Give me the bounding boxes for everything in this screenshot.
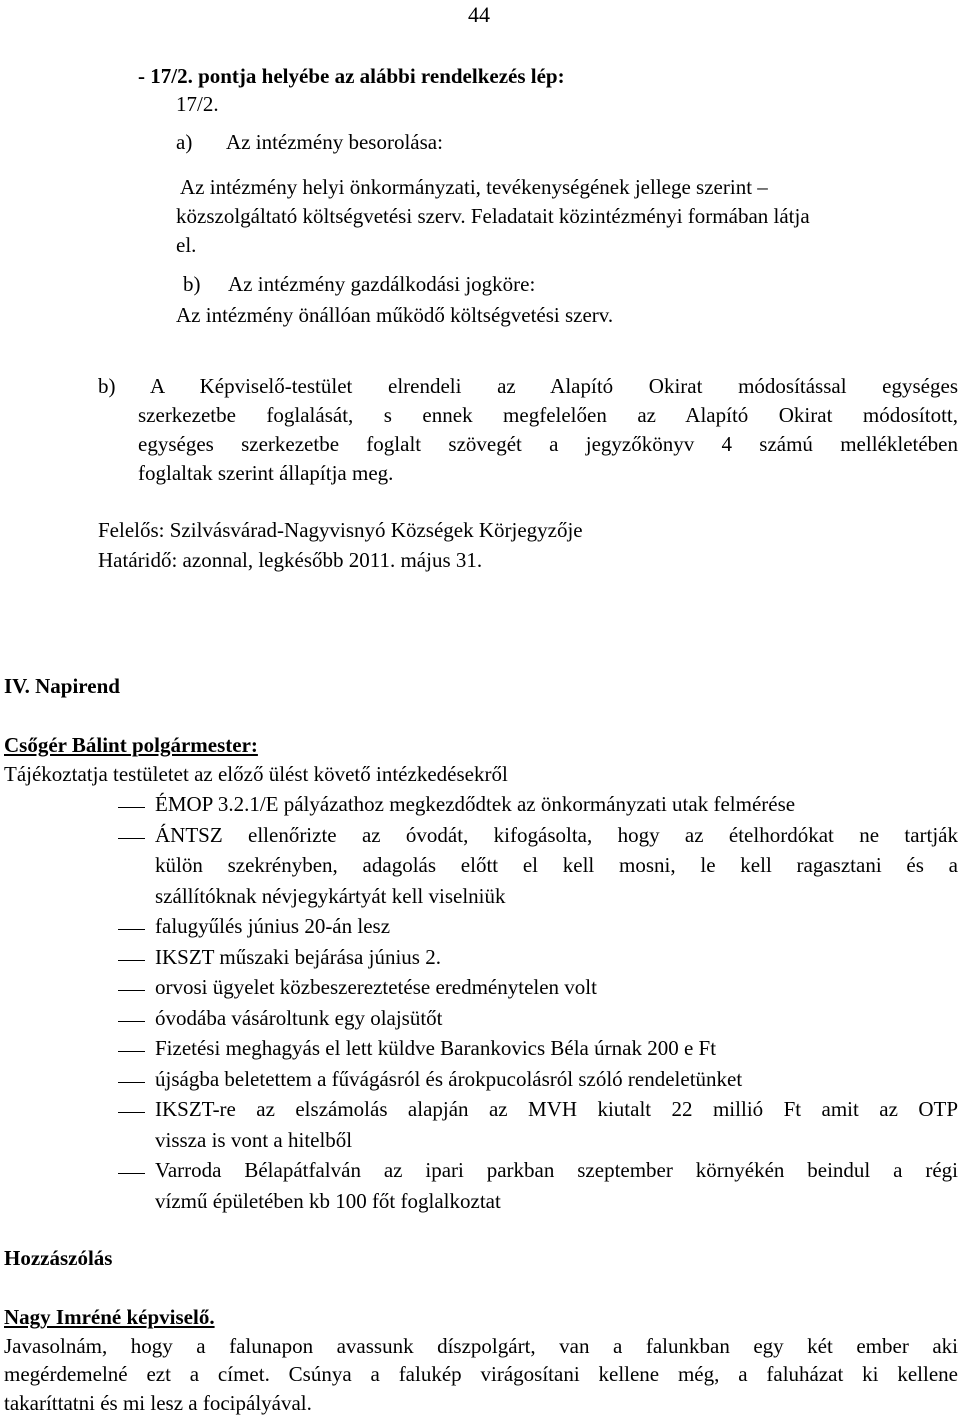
resolution-line: egységes szerkezetbe foglalt szövegét a jegyzőkönyv 4 számú mellékletében — [138, 432, 958, 456]
comment-line: megérdemelné ezt a címet. Csúnya a falukép virágosítani kellene még, a faluházat ki kellene — [4, 1362, 958, 1386]
amendment-point: 17/2. — [176, 92, 219, 116]
amendment-header: - 17/2. pontja helyébe az alábbi rendelkezés lép: — [138, 64, 565, 88]
section-b-title: Az intézmény gazdálkodási jogköre: — [228, 272, 536, 296]
agenda-item-line: Fizetési meghagyás el lett küldve Barankovics Béla úrnak 200 e Ft — [155, 1036, 717, 1060]
section-a-label: a) — [176, 130, 193, 154]
resolution-line: foglaltak szerint állapítja meg. — [138, 461, 394, 485]
section-b-text: Az intézmény önállóan működő költségvetési szerv. — [176, 303, 614, 327]
resolution-line: szerkezetbe foglalását, s ennek megfelelően az Alapító Okirat módosított, — [138, 403, 958, 427]
commenter-name: Nagy Imréné képviselő. — [4, 1305, 215, 1329]
dash-bullet-icon — [118, 1112, 145, 1113]
agenda-item-line: vissza is vont a hitelből — [155, 1127, 353, 1152]
agenda-item-line: Varroda Bélapátfalván az ipari parkban szeptember környékén beindul a régi — [155, 1158, 958, 1182]
comment-line: takaríttatni és mi lesz a focipályával. — [4, 1391, 312, 1415]
agenda-item-line: IKSZT-re az elszámolás alapján az MVH kiutalt 22 millió Ft amit az OTP — [155, 1097, 958, 1121]
agenda-item-line: ÉMOP 3.2.1/E pályázathoz megkezdődtek az önkormányzati utak felmérése — [155, 792, 796, 816]
dash-bullet-icon — [118, 1051, 145, 1052]
responsible-line: Felelős: Szilvásvárad-Nagyvisnyó Községek Körjegyzője — [98, 518, 583, 542]
dash-bullet-icon — [118, 1021, 145, 1022]
resolution-line: b) A Képviselő-testület elrendeli az Alapító Okirat módosítással egységes — [98, 374, 958, 398]
agenda-item-line: óvodába vásároltunk egy olajsütőt — [155, 1005, 443, 1030]
agenda-item-line: vízmű épületében kb 100 főt foglalkoztat — [155, 1188, 501, 1213]
page-number: 44 — [468, 2, 490, 27]
speaker-name: Csőgér Bálint polgármester: — [4, 733, 258, 757]
dash-bullet-icon — [118, 990, 145, 991]
dash-bullet-icon — [118, 838, 145, 839]
dash-bullet-icon — [118, 929, 145, 930]
dash-bullet-icon — [118, 1082, 145, 1083]
dash-bullet-icon — [118, 807, 145, 808]
agenda-item-line: IKSZT műszaki bejárása június 2. — [155, 944, 441, 969]
section-a-text-line: Az intézmény helyi önkormányzati, tevékenységének jellege szerint – — [180, 175, 768, 199]
agenda-item-line: ÁNTSZ ellenőrizte az óvodát, kifogásolta, hogy az ételhordókat ne tartják — [155, 822, 958, 847]
section-b-label: b) — [183, 272, 201, 296]
agenda-item-line: szállítóknak névjegykártyát kell viselniük — [155, 883, 506, 908]
agenda-intro: Tájékoztatja testületet az előző ülést követő intézkedésekről — [4, 762, 508, 786]
comments-heading: Hozzászólás — [4, 1246, 113, 1270]
section-a-title: Az intézmény besorolása: — [226, 130, 443, 154]
agenda-item-line: falugyűlés június 20-án lesz — [155, 914, 391, 938]
dash-bullet-icon — [118, 960, 145, 961]
agenda-item-line: újságba beletettem a fűvágásról és árokpucolásról szóló rendeletünket — [155, 1066, 743, 1091]
agenda-item-line: orvosi ügyelet közbeszereztetése eredménytelen volt — [155, 975, 597, 999]
section-a-text-line: el. — [176, 233, 197, 257]
dash-bullet-icon — [118, 1173, 145, 1174]
section-a-text-line: közszolgáltató költségvetési szerv. Feladatait közintézményi formában látja — [176, 204, 810, 228]
agenda-heading: IV. Napirend — [4, 674, 120, 698]
agenda-item-line: külön szekrényben, adagolás előtt el kell mosni, le kell ragasztani és a — [155, 853, 958, 877]
deadline-line: Határidő: azonnal, legkésőbb 2011. május 31. — [98, 548, 483, 572]
comment-line: Javasolnám, hogy a falunapon avassunk díszpolgárt, van a falunkban egy két ember aki — [4, 1334, 958, 1358]
